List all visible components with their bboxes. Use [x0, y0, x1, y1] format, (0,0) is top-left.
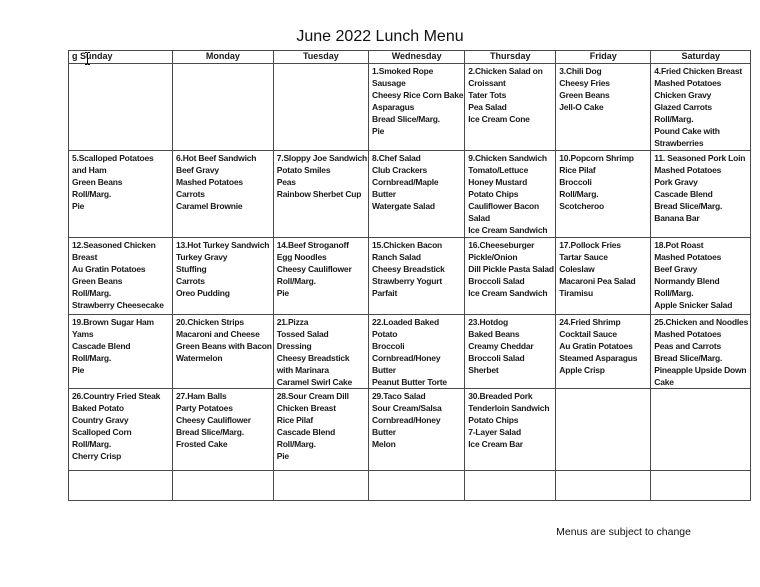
menu-item-line: Stuffing: [176, 264, 207, 274]
menu-item-line: Potato: [372, 329, 398, 339]
menu-item-line: Cascade Blend: [654, 189, 713, 199]
menu-item-line: Strawberry Yogurt: [372, 276, 443, 286]
menu-item-line: Caramel Swirl Cake: [276, 377, 353, 387]
menu-item-line: Carrots: [176, 276, 205, 286]
menu-item-line: 8.Chef Salad: [372, 153, 421, 163]
menu-item-line: 7-Layer Salad: [468, 427, 521, 437]
menu-item-line: Butter: [372, 189, 396, 199]
menu-item-line: Sausage: [372, 78, 406, 88]
menu-item-line: Au Gratin Potatoes: [72, 264, 146, 274]
menu-item-line: Baked Potato: [72, 403, 124, 413]
week-row: [69, 315, 751, 389]
menu-item-line: 20.Chicken Strips: [176, 317, 244, 327]
menu-item-line: Salad: [468, 213, 490, 223]
menu-item-line: Cornbread/Honey: [372, 415, 441, 425]
menu-item-line: Rice Pilaf: [276, 415, 314, 425]
menu-item-line: Potato Smiles: [276, 165, 331, 175]
menu-item-line: 11. Seasoned Pork Loin: [654, 153, 746, 163]
day-header: Friday: [556, 51, 651, 64]
menu-item-line: Dressing: [276, 341, 312, 351]
menu-item-line: 12.Seasoned Chicken: [72, 240, 156, 250]
menu-item-line: Green Beans: [72, 276, 123, 286]
menu-day-cell: [556, 389, 651, 471]
menu-item-line: Tenderloin Sandwich: [468, 403, 550, 413]
menu-item-line: 1.Smoked Rope: [372, 66, 434, 76]
menu-item-line: 26.Country Fried Steak: [72, 391, 161, 401]
menu-day-cell: [173, 238, 274, 315]
menu-item-line: Pie: [276, 288, 289, 298]
menu-day-cell: [651, 315, 751, 389]
menu-item-line: Tater Tots: [468, 90, 507, 100]
menu-item-line: Pie: [276, 451, 289, 461]
day-header: g Sunday: [69, 51, 173, 64]
menu-item-line: Cauliflower Bacon: [468, 201, 540, 211]
menu-day-cell: [651, 389, 751, 471]
menu-item-line: Apple Snicker Salad: [654, 300, 733, 310]
menu-item-line: Roll/Marg.: [72, 439, 112, 449]
menu-item-line: Baked Beans: [468, 329, 520, 339]
menu-item-line: Croissant: [468, 78, 506, 88]
menu-day-cell: [273, 64, 368, 151]
menu-item-line: Green Beans with Bacon: [176, 341, 272, 351]
menu-day-cell: [465, 471, 556, 501]
menu-item-line: Broccoli: [559, 177, 592, 187]
menu-item-line: Potato Chips: [468, 415, 519, 425]
menu-item-line: Broccoli: [372, 341, 405, 351]
day-header: Tuesday: [273, 51, 368, 64]
menu-day-cell: [273, 389, 368, 471]
menu-item-line: Mashed Potatoes: [654, 78, 722, 88]
menu-item-line: Roll/Marg.: [276, 276, 316, 286]
menu-item-line: Honey Mustard: [468, 177, 528, 187]
footer-note: Menus are subject to change: [556, 526, 691, 538]
menu-item-line: Potato Chips: [468, 189, 519, 199]
menu-item-line: 15.Chicken Bacon: [372, 240, 443, 250]
menu-item-line: Ranch Salad: [372, 252, 421, 262]
menu-item-line: 16.Cheeseburger: [468, 240, 535, 250]
menu-item-line: Ice Cream Bar: [468, 439, 523, 449]
menu-item-line: Normandy Blend: [654, 276, 720, 286]
menu-item-line: Cascade Blend: [72, 341, 131, 351]
menu-item-line: Roll/Marg.: [72, 288, 112, 298]
menu-item-line: 10.Popcorn Shrimp: [559, 153, 634, 163]
menu-item-line: Macaroni and Cheese: [176, 329, 260, 339]
menu-item-line: 17.Pollock Fries: [559, 240, 621, 250]
menu-item-line: Scalloped Corn: [72, 427, 132, 437]
menu-item-line: Apple Crisp: [559, 365, 605, 375]
menu-item-line: 14.Beef Stroganoff: [276, 240, 349, 250]
menu-item-line: Cheesy Cauliflower: [276, 264, 352, 274]
menu-day-cell: [556, 471, 651, 501]
menu-item-line: Breast: [72, 252, 98, 262]
menu-item-line: Tiramisu: [559, 288, 593, 298]
menu-item-line: Caramel Brownie: [176, 201, 243, 211]
menu-item-line: Sherbet: [468, 365, 499, 375]
menu-item-line: Watergate Salad: [372, 201, 435, 211]
menu-item-line: Pie: [372, 126, 385, 136]
day-header-row: [69, 51, 751, 64]
menu-item-line: Bread Slice/Marg.: [372, 114, 440, 124]
menu-item-line: 29.Taco Salad: [372, 391, 426, 401]
day-header: Thursday: [465, 51, 556, 64]
day-header: Wednesday: [369, 51, 465, 64]
menu-day-cell: [465, 151, 556, 238]
menu-item-line: 2.Chicken Salad on: [468, 66, 543, 76]
menu-item-line: Tartar Sauce: [559, 252, 608, 262]
menu-item-line: Creamy Cheddar: [468, 341, 534, 351]
menu-item-line: Pineapple Upside Down: [654, 365, 747, 375]
menu-item-line: 24.Fried Shrimp: [559, 317, 621, 327]
menu-item-line: Turkey Gravy: [176, 252, 228, 262]
menu-item-line: Watermelon: [176, 353, 223, 363]
menu-item-line: Cocktail Sauce: [559, 329, 617, 339]
menu-day-cell: [273, 238, 368, 315]
menu-item-line: 21.Pizza: [276, 317, 309, 327]
menu-item-line: Jell-O Cake: [559, 102, 604, 112]
menu-day-cell: [69, 471, 173, 501]
menu-item-line: Ice Cream Sandwich: [468, 225, 548, 235]
menu-item-line: 3.Chili Dog: [559, 66, 602, 76]
day-header: Monday: [173, 51, 274, 64]
menu-day-cell: [173, 471, 274, 501]
menu-item-line: Scotcheroo: [559, 201, 605, 211]
menu-item-line: Chicken Breast: [276, 403, 336, 413]
menu-item-line: Mashed Potatoes: [654, 329, 722, 339]
menu-day-cell: [651, 151, 751, 238]
menu-item-line: Frosted Cake: [176, 439, 228, 449]
menu-item-line: 25.Chicken and Noodles: [654, 317, 749, 327]
menu-item-line: Roll/Marg.: [276, 439, 316, 449]
menu-item-line: Pound Cake with: [654, 126, 720, 136]
menu-item-line: Egg Noodles: [276, 252, 327, 262]
menu-day-cell: [465, 389, 556, 471]
menu-item-line: Cascade Blend: [276, 427, 336, 437]
menu-item-line: Peas: [276, 177, 296, 187]
menu-item-line: Macaroni Pea Salad: [559, 276, 636, 286]
menu-item-line: Chicken Gravy: [654, 90, 712, 100]
menu-item-line: 7.Sloppy Joe Sandwich: [276, 153, 368, 163]
menu-day-cell: [369, 64, 465, 151]
menu-item-line: 30.Breaded Pork: [468, 391, 533, 401]
menu-item-line: Bread Slice/Marg.: [654, 201, 723, 211]
week-row: [69, 64, 751, 151]
menu-item-line: Tomato/Lettuce: [468, 165, 529, 175]
menu-day-cell: [651, 64, 751, 151]
menu-day-cell: [465, 315, 556, 389]
week-row: [69, 389, 751, 471]
menu-item-line: Dill Pickle Pasta Salad: [468, 264, 554, 274]
menu-item-line: Oreo Pudding: [176, 288, 230, 298]
menu-day-cell: [369, 471, 465, 501]
menu-day-cell: [69, 64, 173, 151]
menu-item-line: Pork Gravy: [654, 177, 698, 187]
menu-item-line: Beef Gravy: [176, 165, 219, 175]
menu-item-line: Yams: [72, 329, 94, 339]
menu-item-line: Parfait: [372, 288, 398, 298]
week-row: [69, 151, 751, 238]
menu-day-cell: [173, 389, 274, 471]
menu-item-line: 28.Sour Cream Dill: [276, 391, 349, 401]
week-row: [69, 471, 751, 501]
menu-calendar-table: [68, 50, 751, 501]
menu-item-line: Cake: [654, 377, 674, 387]
menu-item-line: Bread Slice/Marg.: [176, 427, 244, 437]
menu-item-line: Peas and Carrots: [654, 341, 721, 351]
menu-item-line: 18.Pot Roast: [654, 240, 704, 250]
menu-item-line: 19.Brown Sugar Ham: [72, 317, 154, 327]
menu-item-line: Broccoli Salad: [468, 353, 525, 363]
menu-item-line: Cheesy Rice Corn Bake: [372, 90, 464, 100]
menu-day-cell: [556, 315, 651, 389]
menu-item-line: Tossed Salad: [276, 329, 329, 339]
menu-day-cell: [465, 64, 556, 151]
menu-item-line: Green Beans: [72, 177, 123, 187]
menu-item-line: Pie: [72, 365, 85, 375]
menu-item-line: Mashed Potatoes: [654, 165, 722, 175]
menu-item-line: Rainbow Sherbet Cup: [276, 189, 362, 199]
menu-item-line: Mashed Potatoes: [176, 177, 243, 187]
menu-item-line: Roll/Marg.: [72, 189, 112, 199]
menu-item-line: with Marinara: [276, 365, 329, 375]
menu-day-cell: [173, 64, 274, 151]
menu-item-line: Beef Gravy: [654, 264, 698, 274]
menu-item-line: Glazed Carrots: [654, 102, 712, 112]
menu-item-line: Banana Bar: [654, 213, 700, 223]
menu-item-line: 4.Fried Chicken Breast: [654, 66, 742, 76]
menu-item-line: Bread Slice/Marg.: [654, 353, 723, 363]
menu-day-cell: [651, 238, 751, 315]
page-title: June 2022 Lunch Menu: [296, 28, 464, 45]
menu-item-line: Melon: [372, 439, 396, 449]
menu-item-line: Cornbread/Maple: [372, 177, 439, 187]
menu-item-line: Cheesy Breadstick: [372, 264, 445, 274]
menu-item-line: Pea Salad: [468, 102, 507, 112]
menu-day-cell: [369, 315, 465, 389]
menu-day-cell: [69, 151, 173, 238]
menu-item-line: Cherry Crisp: [72, 451, 122, 461]
menu-day-cell: [369, 238, 465, 315]
menu-day-cell: [273, 151, 368, 238]
menu-item-line: Party Potatoes: [176, 403, 233, 413]
menu-item-line: Club Crackers: [372, 165, 428, 175]
menu-item-line: Broccoli Salad: [468, 276, 525, 286]
menu-item-line: and Ham: [72, 165, 107, 175]
menu-item-line: 23.Hotdog: [468, 317, 509, 327]
day-header: Saturday: [651, 51, 751, 64]
menu-day-cell: [69, 238, 173, 315]
menu-item-line: 27.Ham Balls: [176, 391, 227, 401]
menu-item-line: Roll/Marg.: [654, 114, 694, 124]
menu-item-line: Butter: [372, 427, 396, 437]
menu-day-cell: [651, 471, 751, 501]
menu-item-line: Cornbread/Honey: [372, 353, 441, 363]
menu-item-line: Carrots: [176, 189, 205, 199]
menu-item-line: Butter: [372, 365, 396, 375]
menu-day-cell: [556, 64, 651, 151]
menu-day-cell: [556, 238, 651, 315]
menu-day-cell: [173, 151, 274, 238]
menu-item-line: 6.Hot Beef Sandwich: [176, 153, 257, 163]
menu-day-cell: [465, 238, 556, 315]
menu-day-cell: [273, 315, 368, 389]
menu-item-line: 9.Chicken Sandwich: [468, 153, 547, 163]
menu-item-line: Cheesy Fries: [559, 78, 610, 88]
menu-item-line: 13.Hot Turkey Sandwich: [176, 240, 270, 250]
menu-day-cell: [173, 315, 274, 389]
menu-item-line: Ice Cream Cone: [468, 114, 530, 124]
menu-item-line: Cheesy Breadstick: [276, 353, 350, 363]
menu-item-line: Peanut Butter Torte: [372, 377, 447, 387]
menu-day-cell: [69, 389, 173, 471]
menu-day-cell: [369, 389, 465, 471]
menu-item-line: Rice Pilaf: [559, 165, 596, 175]
menu-item-line: Strawberries: [654, 138, 704, 148]
menu-item-line: Asparagus: [372, 102, 415, 112]
week-row: [69, 238, 751, 315]
menu-item-line: Ice Cream Sandwich: [468, 288, 548, 298]
menu-item-line: Roll/Marg.: [72, 353, 112, 363]
menu-item-line: Mashed Potatoes: [654, 252, 722, 262]
menu-day-cell: [369, 151, 465, 238]
menu-item-line: Pie: [72, 201, 85, 211]
menu-item-line: Green Beans: [559, 90, 610, 100]
menu-item-line: 5.Scalloped Potatoes: [72, 153, 154, 163]
menu-item-line: Roll/Marg.: [559, 189, 599, 199]
menu-day-cell: [69, 315, 173, 389]
menu-item-line: Coleslaw: [559, 264, 595, 274]
menu-item-line: Sour Cream/Salsa: [372, 403, 442, 413]
menu-item-line: Roll/Marg.: [654, 288, 694, 298]
menu-item-line: Pickle/Onion: [468, 252, 518, 262]
menu-item-line: 22.Loaded Baked: [372, 317, 439, 327]
menu-item-line: Country Gravy: [72, 415, 129, 425]
menu-item-line: Steamed Asparagus: [559, 353, 638, 363]
menu-item-line: Cheesy Cauliflower: [176, 415, 251, 425]
menu-item-line: Strawberry Cheesecake: [72, 300, 164, 310]
menu-item-line: Au Gratin Potatoes: [559, 341, 633, 351]
menu-day-cell: [273, 471, 368, 501]
menu-day-cell: [556, 151, 651, 238]
